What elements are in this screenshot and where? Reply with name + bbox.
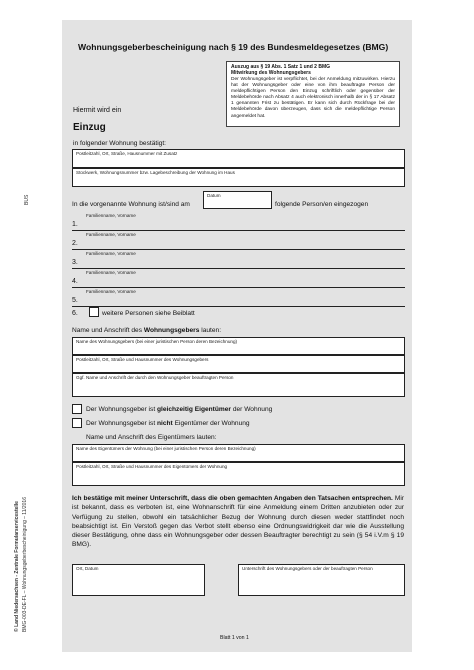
- person-field-label: Familienname, Vorname: [86, 232, 136, 237]
- person-number: 1.: [72, 221, 78, 228]
- declaration-text: Mir ist bekannt, dass es verboten ist, eine Wohnanschrift für eine Anmeldung einem Dritten anzubieten oder zur Verfügung zu stellen, obwohl ein tatsächlicher Bezug der Wohnung durch diesen weder stattfindet noch beabsichtigt ist. Ein Verstoß gegen das Verbot stellt ebenso eine Ordnungswidrigkeit dar wie die Ausstellung dieser Bestätigung, ohne dass ein Wohnungsgeber oder dessen Beauftragter berechtigt zu sein (§ 54 i.V.m § 19 BMG).: [72, 495, 404, 549]
- landlord-heading: [72, 327, 221, 334]
- landlord-address-label: Postleitzahl, Ort, Straße und Hausnummer des Wohnungsgebers: [76, 357, 209, 362]
- person-field-label: Familienname, Vorname: [86, 289, 136, 294]
- owner-same-prefix: Der Wohnungsgeber ist: [86, 406, 157, 413]
- landlord-representative-label: Ggf. Name und Anschrift der durch den Wohnungsgeber beauftragten Person: [76, 375, 234, 380]
- landlord-name-label: Name des Wohnungsgebers (bei einer juristischen Person deren Bezeichnung): [76, 339, 238, 344]
- landlord-representative-field[interactable]: [72, 373, 405, 397]
- owner-name-field[interactable]: [72, 444, 405, 462]
- address-field-label: Postleitzahl, Ort, Straße, Hausnummer mit Zusatz: [76, 151, 178, 156]
- declaration: [72, 494, 404, 550]
- excerpt-text: Der Wohnungsgeber ist verpflichtet, bei der Anmeldung mitzuwirken. Hierzu hat der Wohnungsgeber oder eine von ihm beauftragte Person der meldepflichtigen Person den Einzug schriftlich oder gegenüber der Meldebehörde nach Absatz 4 auch elektronisch innerhalb der in § 17 Absatz 1 genannten Frist zu bestätigen. Er kann sich durch Rückfrage bei der Meldebehörde davon überzeugen, dass sich die meldepflichtige Person angemeldet hat.: [231, 77, 395, 119]
- person-number: 2.: [72, 240, 78, 247]
- place-date-field[interactable]: [72, 564, 205, 596]
- person-number: 5.: [72, 297, 78, 304]
- owner-address-label: Postleitzahl, Ort, Straße und Hausnummer des Eigentümers der Wohnung: [76, 464, 228, 469]
- form-title: Wohnungsgeberbescheinigung nach § 19 des Bundesmeldegesetzes (BMG): [78, 42, 389, 52]
- side-copyright: © Land Niedersachsen - Zentrale Formularservicestelle: [14, 501, 20, 632]
- owner-not-bold: nicht: [156, 420, 173, 427]
- declaration-bold: Ich bestätige mit meiner Unterschrift, dass die oben gemachten Angaben den Tatsachen entsprechen.: [72, 495, 393, 502]
- owner-same-suffix: der Wohnung: [231, 406, 273, 413]
- side-form-id: BMG-003-DE-FL – Wohnungsgeberbescheinigung – 11/2016: [22, 497, 28, 632]
- person-field-label: Familienname, Vorname: [86, 213, 136, 218]
- moved-in-suffix: folgende Person/en eingezogen: [275, 201, 369, 208]
- form-sheet: [62, 20, 412, 652]
- owner-address-field[interactable]: [72, 462, 405, 486]
- owner-not-suffix: Eigentümer der Wohnung: [172, 420, 250, 427]
- person-field-1[interactable]: [72, 212, 405, 231]
- more-persons-label: weitere Personen siehe Beiblatt: [102, 310, 195, 317]
- person-field-label: Familienname, Vorname: [86, 251, 136, 256]
- owner-not-prefix: Der Wohnungsgeber ist: [86, 420, 157, 427]
- move-in-date-field[interactable]: [203, 191, 272, 209]
- excerpt-heading-1: Auszug aus § 19 Abs. 1 Satz 1 und 2 BMG: [231, 64, 331, 70]
- moved-in-prefix: In die vorgenannte Wohnung ist/sind am: [72, 201, 190, 208]
- floor-field-label: Stockwerk, Wohnungsnummer bzw. Lagebeschreibung der Wohnung im Haus: [76, 170, 235, 175]
- law-excerpt-box: [226, 61, 400, 127]
- signature-label: Unterschrift des Wohnungsgebers oder der beauftragten Person: [242, 566, 373, 571]
- landlord-heading-prefix: Name und Anschrift des: [72, 327, 144, 334]
- person-field-5[interactable]: [72, 288, 405, 307]
- intro-text: Hiermit wird ein: [73, 107, 122, 114]
- person-number: 3.: [72, 259, 78, 266]
- landlord-name-field[interactable]: [72, 337, 405, 355]
- owner-not-label: [86, 420, 250, 427]
- landlord-heading-suffix: lauten:: [199, 327, 222, 334]
- excerpt-heading-2: Mitwirkung des Wohnungsgebers: [231, 70, 311, 76]
- owner-same-checkbox[interactable]: [72, 404, 82, 414]
- apartment-floor-field[interactable]: [72, 168, 405, 187]
- apartment-label: in folgender Wohnung bestätigt:: [73, 140, 166, 147]
- landlord-address-field[interactable]: [72, 355, 405, 373]
- place-date-label: Ort, Datum: [76, 566, 99, 571]
- person-number: 4.: [72, 278, 78, 285]
- apartment-address-field[interactable]: [72, 149, 405, 168]
- more-persons-checkbox[interactable]: [89, 307, 99, 317]
- move-type-einzug: Einzug: [73, 122, 106, 133]
- owner-heading: Name und Anschrift des Eigentümers lauten:: [86, 434, 217, 441]
- owner-same-label: [86, 406, 272, 413]
- person-field-4[interactable]: [72, 269, 405, 288]
- person-field-2[interactable]: [72, 231, 405, 250]
- more-persons-number: 6.: [72, 310, 78, 317]
- owner-same-bold: gleichzeitig Eigentümer: [156, 406, 231, 413]
- date-field-label: Datum: [207, 193, 221, 198]
- signature-field[interactable]: [238, 564, 405, 596]
- person-field-3[interactable]: [72, 250, 405, 269]
- owner-name-label: Name des Eigentümers der Wohnung (bei einer juristischen Person deren Bezeichnung): [76, 446, 256, 451]
- page-footer: Blatt 1 von 1: [220, 635, 249, 641]
- landlord-heading-bold: Wohnungsgebers: [143, 327, 200, 334]
- owner-not-checkbox[interactable]: [72, 418, 82, 428]
- side-code: BUS: [24, 194, 30, 205]
- person-field-label: Familienname, Vorname: [86, 270, 136, 275]
